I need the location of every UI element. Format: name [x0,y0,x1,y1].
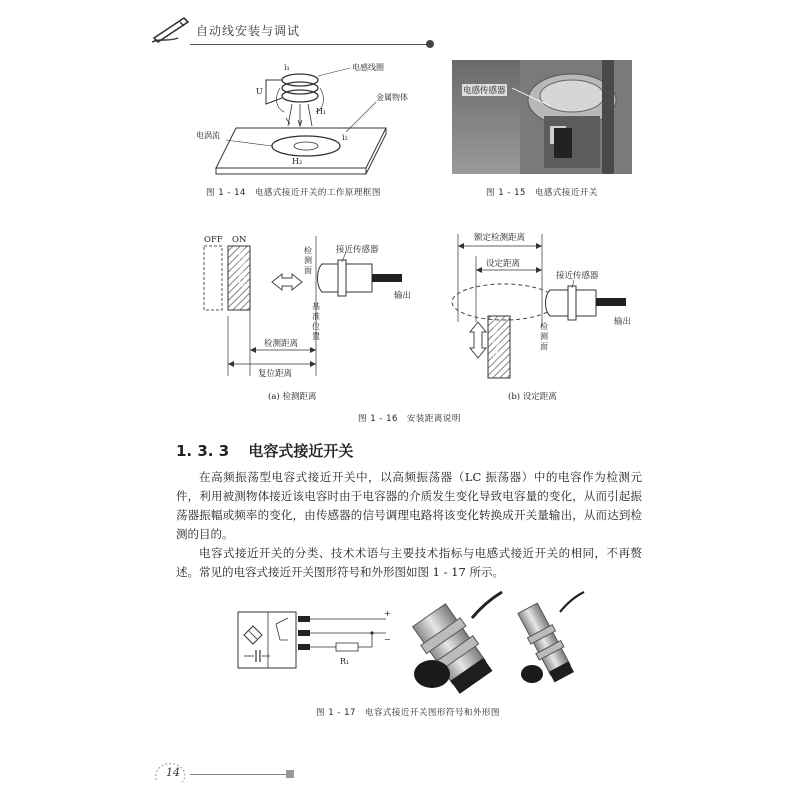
fig15-caption: 图 1 - 15 电感式接近开关 [486,188,598,198]
fig17-plus-label: + [384,609,391,618]
fig16b-diagram [446,226,646,386]
fig14-diagram [196,58,416,178]
fig15-sensor-label: 电感传感器 [463,86,506,96]
fig17-r1-label: R₁ [340,657,350,666]
fig14-i1-label: i₁ [284,63,290,72]
fig16a-base-label: 基准位置 [312,302,320,341]
header-rule [190,44,430,45]
fig16b-sensor-label: 接近传感器 [556,271,599,281]
fig14-i2-label: i₂ [342,133,348,142]
fig16a-on-label: ON [232,235,247,245]
fig17-symbol [236,604,396,676]
fig14-h2-label: H₂ [292,157,303,166]
fig16a-off-label: OFF [204,235,223,245]
paragraph-1: 在高频振荡型电容式接近开关中，以高频振荡器（LC 振荡器）中的电容作为检测元件，利用被测物体接近该电容时由于电容器的介质发生变化导致电容量的变化，从而引起振荡器振幅或频率的变化，由传感器的信号调理电路将该变化转换成开关量输出，从而达到检测的目的。 [176,470,642,541]
fig16-caption: 图 1 - 16 安装距离说明 [358,414,461,424]
page-number: 14 [166,766,180,779]
paragraph-2: 电容式接近开关的分类、技术术语与主要技术指标与电感式接近开关的相同，不再赘述。常见的电容式接近开关图形符号和外形图如图 1 - 17 所示。 [176,546,642,579]
section-title: 电容式接近开关 [248,442,354,460]
fig16a-subcaption: (a) 检测距离 [268,392,317,402]
fig16b-subcaption: (b) 设定距离 [508,392,557,402]
fig16a-detect-label: 检测距离 [264,339,299,349]
pencil-icon [150,12,192,46]
section-heading [176,440,353,461]
footer-square [286,770,294,778]
fig16a-sensor-label: 接近传感器 [336,245,379,255]
fig17-caption: 图 1 - 17 电容式接近开关图形符号和外形图 [316,708,500,718]
fig17-minus-label: − [384,635,391,644]
header-dot [426,40,434,48]
fig16b-object-label: 检测物体 [492,320,500,359]
fig14-u-label: U [256,87,263,96]
fig16a-reset-label: 复位距离 [258,369,293,379]
fig16b-face-label: 检测面 [540,322,548,351]
fig16b-rated-label: 额定检测距离 [474,233,526,243]
fig15-photo [452,60,632,174]
fig16a-face-label: 检测面 [304,246,312,275]
header-title: 自动线安装与调试 [196,24,301,38]
fig16b-output-label: 输出 [614,317,632,327]
fig17-sensor-photo-large [402,588,508,696]
fig17-sensor-photo-small [506,590,586,690]
fig14-metal-label: 金属物体 [376,93,408,102]
fig14-eddy-label: 电涡流 [196,131,220,140]
footer-rule [190,774,288,775]
fig14-coil-label: 电感线圈 [352,63,384,72]
fig14-h1-label: H₁ [316,107,327,116]
fig16a-output-label: 输出 [394,291,412,301]
fig14-caption: 图 1 - 14 电感式接近开关的工作原理框图 [206,188,381,198]
section-number: 1. 3. 3 [176,442,230,460]
fig16a-object-label: 检测物体 [238,250,246,289]
fig16b-set-label: 设定距离 [486,259,521,269]
